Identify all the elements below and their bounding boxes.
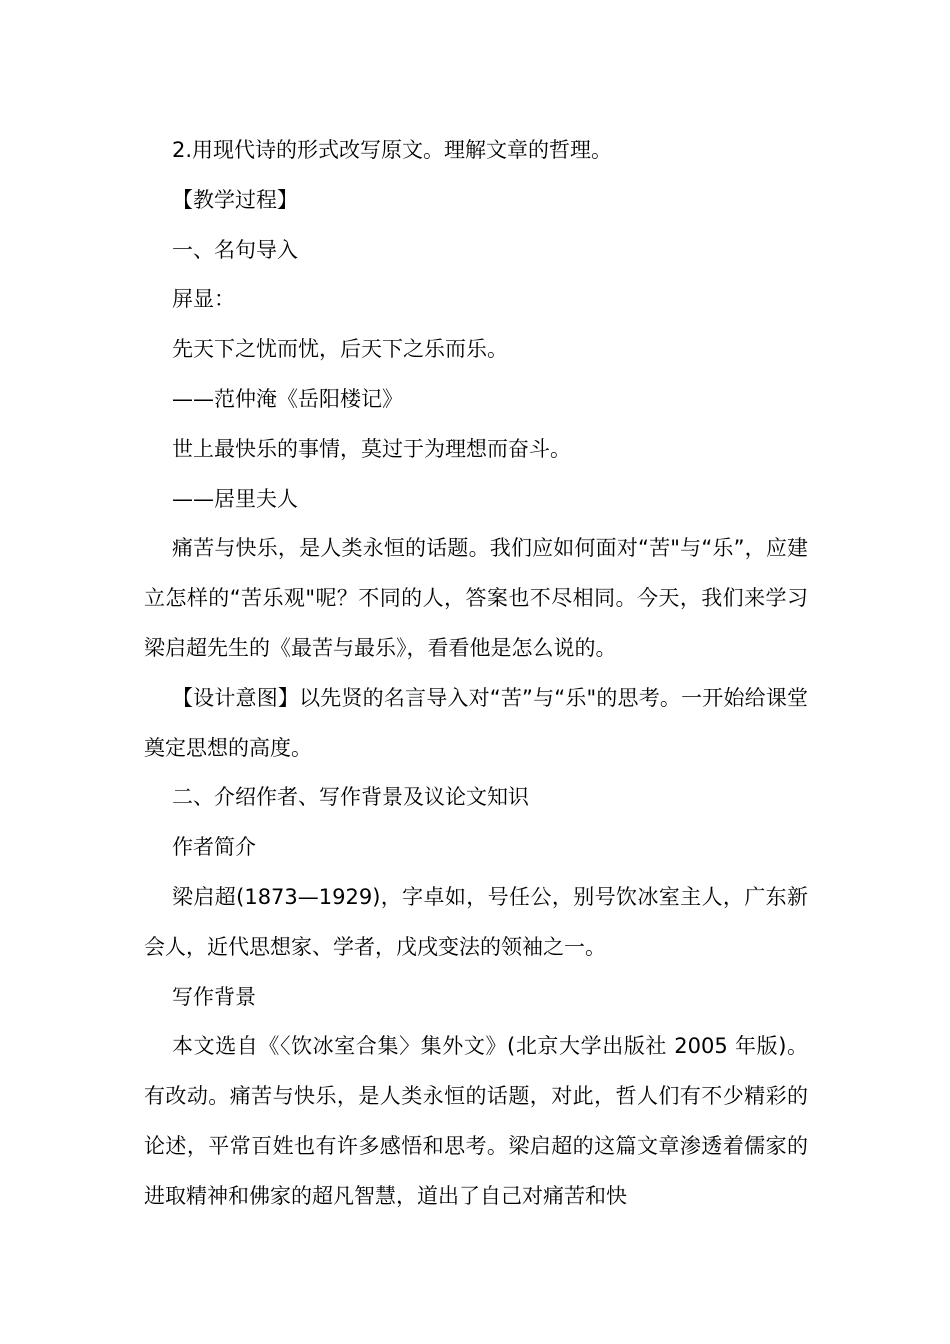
paragraph-design-intent: 【设计意图】以先贤的名言导入对“苦”与“乐"的思考。一开始给课堂奠定思想的高度。 xyxy=(144,685,808,760)
heading-teaching-process: 【教学过程】 xyxy=(172,187,298,212)
heading-author-intro: 作者简介 xyxy=(172,835,256,860)
heading-writing-background: 写作背景 xyxy=(172,984,256,1009)
paragraph-background: 本文选自《〈饮冰室合集〉集外文》(北京大学出版社 2005 年版)。有改动。痛苦与快乐，是人类永恒的话题，对此，哲人们有不少精彩的论述，平常百姓也有许多感悟和思考。梁启超的这篇文章渗透着儒家的进取精神和佛家的超凡智慧，道出了自己对痛苦和快 xyxy=(144,1034,808,1208)
quote-source-fan-zhongyan: ——范仲淹《岳阳楼记》 xyxy=(172,386,403,411)
paragraph-objective-2: 2.用现代诗的形式改写原文。理解文章的哲理。 xyxy=(172,138,613,162)
paragraph-screen-display: 屏显： xyxy=(172,287,235,312)
document-body xyxy=(144,126,808,1222)
paragraph-author-bio: 梁启超(1873—1929)，字卓如，号任公，别号饮冰室主人，广东新会人，近代思想家、学者，戊戌变法的领袖之一。 xyxy=(144,884,808,959)
heading-section-1: 一、名句导入 xyxy=(172,237,298,262)
heading-section-2: 二、介绍作者、写作背景及议论文知识 xyxy=(172,785,529,810)
quote-fan-zhongyan: 先天下之忧而忧，后天下之乐而乐。 xyxy=(172,337,508,362)
quote-source-curie: ——居里夫人 xyxy=(172,486,298,511)
paragraph-introduction: 痛苦与快乐，是人类永恒的话题。我们应如何面对“苦"与“乐”，应建立怎样的“苦乐观"呢？不同的人，答案也不尽相同。今天，我们来学习梁启超先生的《最苦与最乐》，看看他是怎么说的。 xyxy=(144,536,808,660)
quote-curie: 世上最快乐的事情，莫过于为理想而奋斗。 xyxy=(172,436,571,461)
